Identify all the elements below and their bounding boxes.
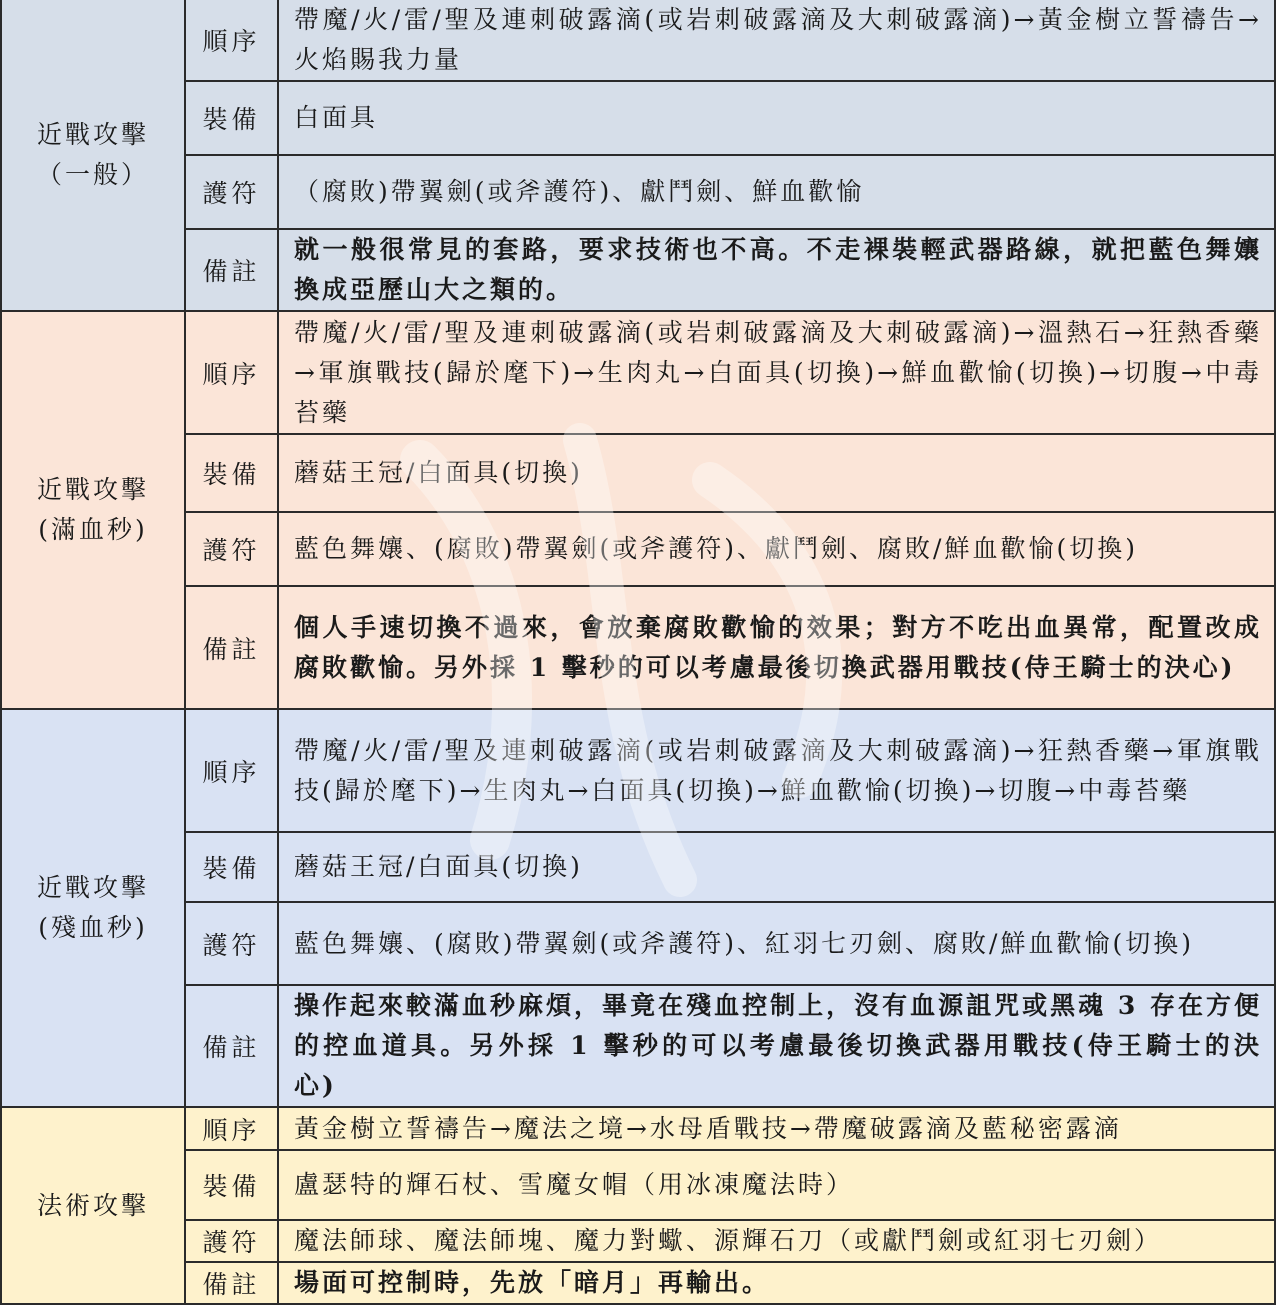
table-row <box>1 229 1275 311</box>
table-row <box>1 832 1275 902</box>
row-value: 場面可控制時，先放「暗月」再輸出。 <box>278 1262 1275 1304</box>
row-label: 備註 <box>185 985 278 1107</box>
table-row <box>1 1220 1275 1262</box>
row-value: 就一般很常見的套路，要求技術也不高。不走裸裝輕武器路線，就把藍色舞孃換成亞歷山大之類的。 <box>278 229 1275 311</box>
table-row <box>1 586 1275 709</box>
row-value: 蘑菇王冠/白面具(切換) <box>278 832 1275 902</box>
row-label: 備註 <box>185 229 278 311</box>
table-row <box>1 709 1275 832</box>
category-cell <box>1 0 185 311</box>
row-value: 盧瑟特的輝石杖、雪魔女帽（用冰凍魔法時） <box>278 1150 1275 1220</box>
row-value: （腐敗)帶翼劍(或斧護符)、獻鬥劍、鮮血歡愉 <box>278 155 1275 229</box>
table-row <box>1 902 1275 985</box>
row-value: 黃金樹立誓禱告→魔法之境→水母盾戰技→帶魔破露滴及藍秘密露滴 <box>278 1107 1275 1150</box>
row-label: 護符 <box>185 1220 278 1262</box>
row-value: 帶魔/火/雷/聖及連刺破露滴(或岩刺破露滴及大刺破露滴)→溫熱石→狂熱香藥→軍旗戰技(歸於麾下)→生肉丸→白面具(切換)→鮮血歡愉(切換)→切腹→中毒苔藥 <box>278 311 1275 434</box>
row-label: 順序 <box>185 311 278 434</box>
table-row <box>1 0 1275 81</box>
category-cell <box>1 1107 185 1304</box>
table-row <box>1 1107 1275 1150</box>
section-melee-general <box>1 0 1275 311</box>
row-value: 帶魔/火/雷/聖及連刺破露滴(或岩刺破露滴及大刺破露滴)→狂熱香藥→軍旗戰技(歸於麾下)→生肉丸→白面具(切換)→鮮血歡愉(切換)→切腹→中毒苔藥 <box>278 709 1275 832</box>
table-row <box>1 311 1275 434</box>
table-row <box>1 81 1275 155</box>
row-label: 順序 <box>185 709 278 832</box>
row-label: 護符 <box>185 902 278 985</box>
row-value: 操作起來較滿血秒麻煩，畢竟在殘血控制上，沒有血源詛咒或黑魂 3 存在方便的控血道具。另外採 1 擊秒的可以考慮最後切換武器用戰技(侍王騎士的決心) <box>278 985 1275 1107</box>
row-label: 護符 <box>185 512 278 586</box>
row-label: 備註 <box>185 1262 278 1304</box>
row-label: 裝備 <box>185 434 278 512</box>
category-line: 法術攻擊 <box>36 1190 149 1220</box>
category-line: (滿血秒) <box>38 515 148 544</box>
category-line: 近戰攻擊 <box>36 475 149 504</box>
section-melee-full-hp <box>1 311 1275 709</box>
row-label: 裝備 <box>185 832 278 902</box>
section-melee-low-hp <box>1 709 1275 1107</box>
category-line: 近戰攻擊 <box>36 873 149 902</box>
section-magic <box>1 1107 1275 1304</box>
row-value: 個人手速切換不過來，會放棄腐敗歡愉的效果；對方不吃出血異常，配置改成腐敗歡愉。另外採 1 擊秒的可以考慮最後切換武器用戰技(侍王騎士的決心) <box>278 586 1275 709</box>
row-label: 護符 <box>185 155 278 229</box>
category-line: (殘血秒) <box>38 913 148 942</box>
row-value: 魔法師球、魔法師塊、魔力對蠍、源輝石刀（或獻鬥劍或紅羽七刃劍） <box>278 1220 1275 1262</box>
row-value: 帶魔/火/雷/聖及連刺破露滴(或岩刺破露滴及大刺破露滴)→黃金樹立誓禱告→火焰賜我力量 <box>278 0 1275 81</box>
table-row <box>1 985 1275 1107</box>
row-label: 順序 <box>185 1107 278 1150</box>
table-row <box>1 434 1275 512</box>
table-row <box>1 1262 1275 1304</box>
row-label: 順序 <box>185 0 278 81</box>
category-line: 近戰攻擊 <box>36 120 149 149</box>
row-value: 白面具 <box>278 81 1275 155</box>
category-cell <box>1 709 185 1107</box>
table-row <box>1 155 1275 229</box>
row-value: 藍色舞孃、(腐敗)帶翼劍(或斧護符)、紅羽七刃劍、腐敗/鮮血歡愉(切換) <box>278 902 1275 985</box>
row-value: 藍色舞孃、(腐敗)帶翼劍(或斧護符)、獻鬥劍、腐敗/鮮血歡愉(切換) <box>278 512 1275 586</box>
row-label: 裝備 <box>185 1150 278 1220</box>
category-line: （一般） <box>36 160 149 189</box>
table-row <box>1 1150 1275 1220</box>
row-value: 蘑菇王冠/白面具(切換) <box>278 434 1275 512</box>
table-row <box>1 512 1275 586</box>
row-label: 裝備 <box>185 81 278 155</box>
row-label: 備註 <box>185 586 278 709</box>
category-cell <box>1 311 185 709</box>
